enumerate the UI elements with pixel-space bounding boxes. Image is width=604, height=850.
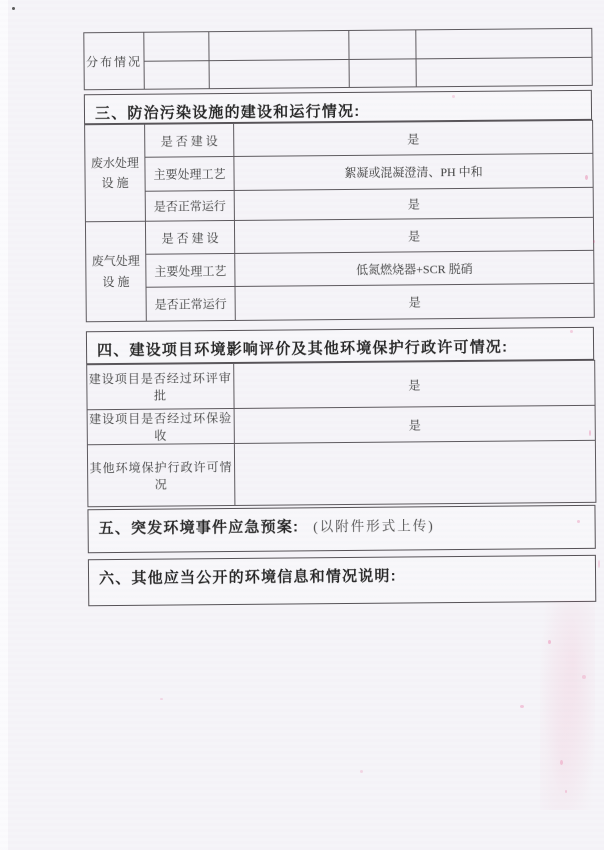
- section5-box: [87, 505, 595, 553]
- permit-row-label: 建设项目是否经过环保验收: [87, 408, 234, 444]
- facility-row-label: 是否正常运行: [145, 190, 234, 221]
- distribution-cell: [416, 57, 592, 87]
- facility-row-value: 是: [234, 120, 593, 156]
- permit-row-value: 是: [234, 405, 595, 443]
- facility-row-value: 低氮燃烧器+SCR 脱硝: [235, 250, 594, 286]
- facility-group-label-exhaust-gas: 废气处理 设 施: [85, 221, 146, 322]
- distribution-cell: [349, 30, 416, 60]
- section5-heading: 五、突发环境事件应急预案:: [98, 518, 300, 538]
- distribution-cell: [209, 30, 349, 60]
- section6-box: [88, 555, 596, 606]
- facility-row-label: 是 否 建 设: [145, 220, 234, 254]
- facility-row-value: 是: [234, 217, 593, 253]
- facility-row-value: 絮凝或混凝澄清、PH 中和: [234, 153, 593, 190]
- distribution-row-label: 分布情况: [84, 32, 144, 90]
- facility-row-label: 是 否 建 设: [145, 123, 234, 157]
- section6-heading: 六、其他应当公开的环境信息和情况说明:: [98, 567, 397, 588]
- distribution-cell: [144, 61, 209, 90]
- permit-row-label: 建设项目是否经过环评审批: [87, 363, 234, 409]
- permit-row-value: [234, 440, 596, 505]
- facility-row-label: 是否正常运行: [146, 286, 235, 321]
- permit-row-label: 其他环境保护行政许可情况: [87, 443, 235, 506]
- facility-row-label: 主要处理工艺: [146, 253, 235, 287]
- distribution-cell: [349, 59, 416, 88]
- facility-row-label: 主要处理工艺: [145, 156, 234, 191]
- distribution-cell: [144, 32, 209, 62]
- section4-heading-box: [86, 327, 594, 364]
- permits-table: [86, 360, 596, 507]
- facility-row-value: 是: [235, 283, 594, 320]
- section5-note: (以附件形式上传): [313, 518, 435, 535]
- permit-row-value: 是: [234, 360, 595, 408]
- distribution-cell: [209, 59, 349, 88]
- facility-group-label-wastewater: 废水处理 设 施: [85, 124, 146, 222]
- section3-heading-box: [84, 90, 592, 124]
- facilities-table: [84, 120, 595, 322]
- distribution-cell: [416, 28, 592, 59]
- facility-row-value: 是: [234, 187, 593, 220]
- section4-heading: 四、建设项目环境影响评价及其他环境保护行政许可情况:: [96, 338, 509, 360]
- section3-heading: 三、防治污染设施的建设和运行情况:: [94, 102, 361, 123]
- section5-heading-line: [88, 506, 594, 538]
- distribution-table: [83, 28, 592, 90]
